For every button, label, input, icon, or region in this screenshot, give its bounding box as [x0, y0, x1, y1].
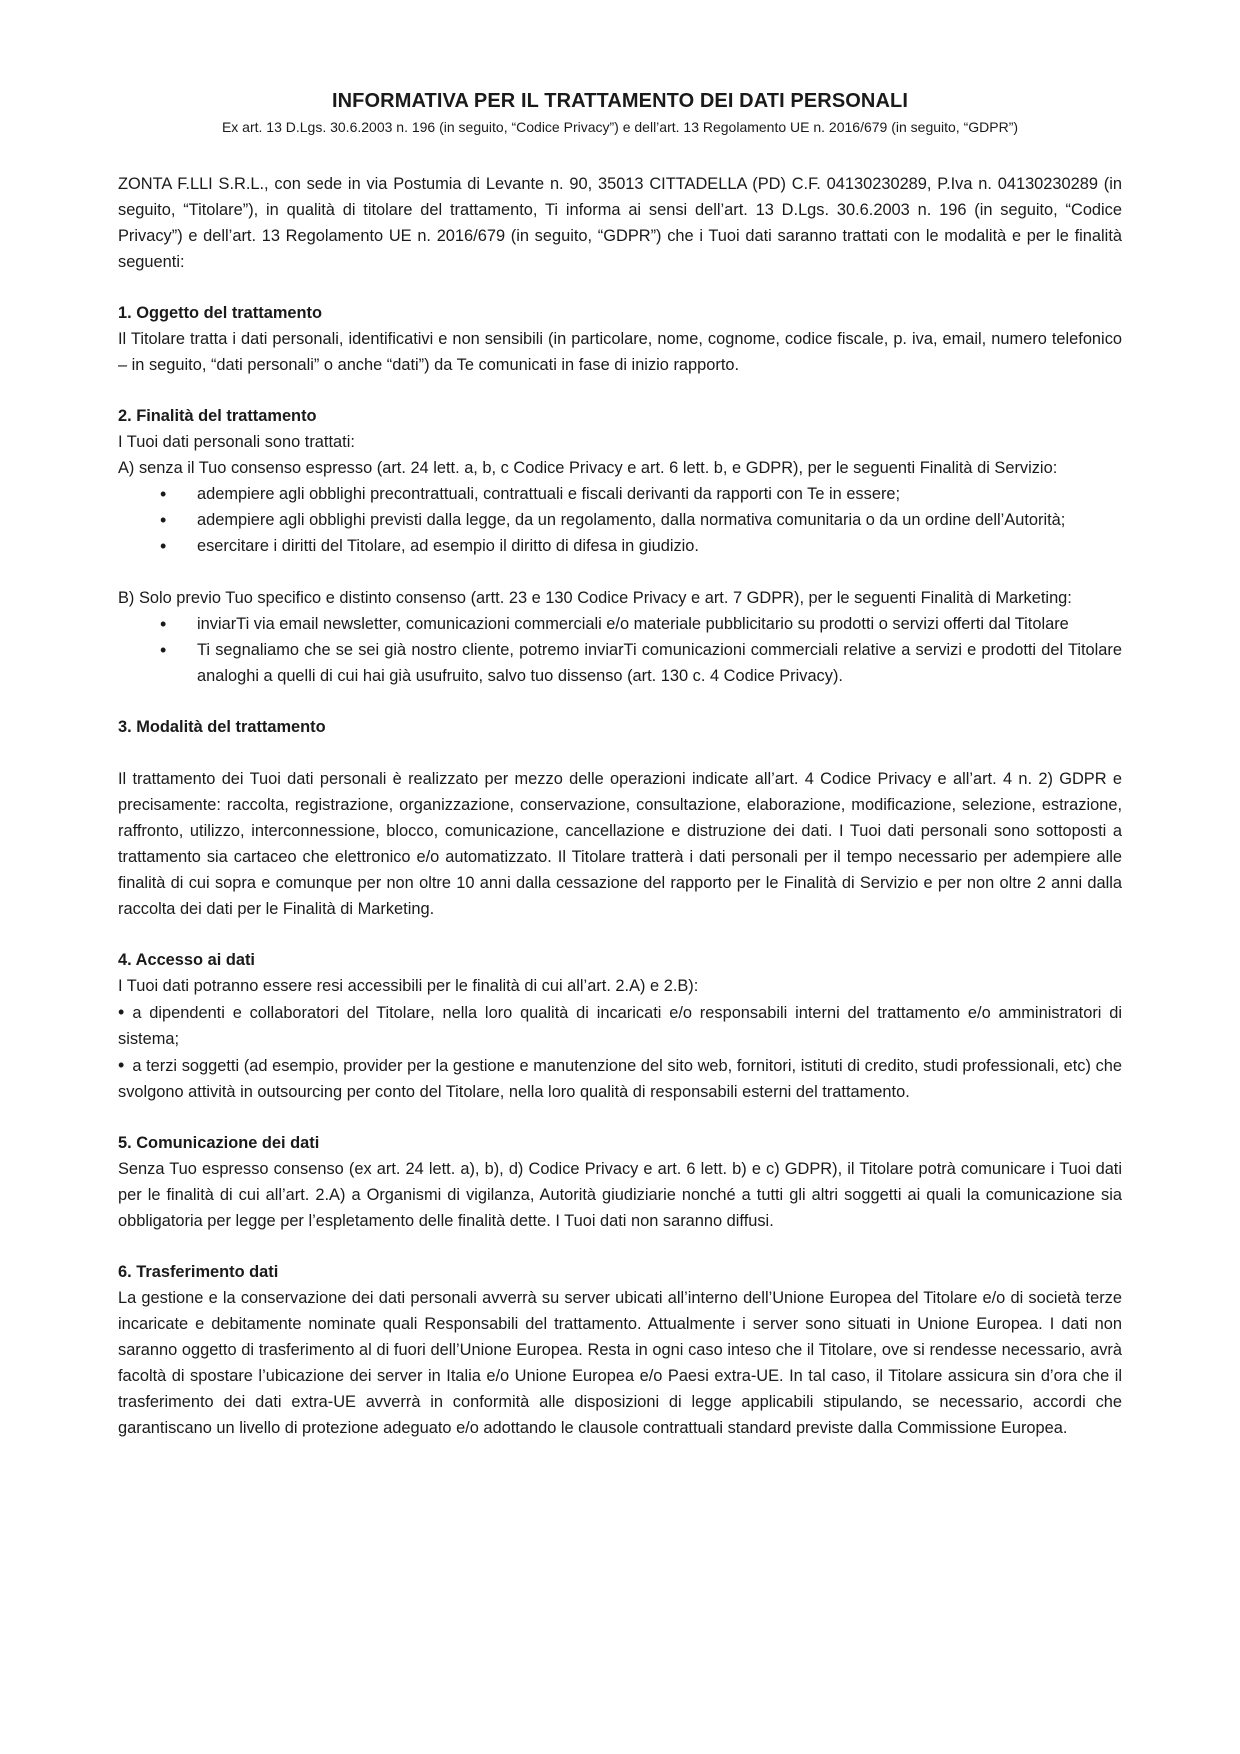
intro-paragraph: ZONTA F.LLI S.R.L., con sede in via Postumia di Levante n. 90, 35013 CITTADELLA (PD) C.F. 04130230289, P.Iva n. 04130230289 (in seguito, “Titolare”), in qualità di titolare del trattamento, Ti informa ai sensi dell’art. 13 D.Lgs. 30.6.2003 n. 196 (in seguito, “Codice Privacy”) e dell’art. 13 Regolamento UE n. 2016/679 (in seguito, “GDPR”) che i Tuoi dati saranno trattati con le modalità e per le finalità seguenti: — [118, 175, 1122, 271]
bullet-icon: • — [160, 510, 167, 530]
list-item: • esercitare i diritti del Titolare, ad esempio il diritto di difesa in giudizio. — [160, 533, 1122, 559]
finalita-a-list — [118, 481, 1122, 559]
bullet-icon: • — [118, 1055, 125, 1075]
section-comunicazione — [118, 1130, 1122, 1234]
spacer — [118, 559, 1122, 585]
document-title: INFORMATIVA PER IL TRATTAMENTO DEI DATI PERSONALI — [331, 90, 908, 112]
section-heading: 1. Oggetto del trattamento — [118, 304, 322, 322]
section-lead: I Tuoi dati potranno essere resi accessibili per le finalità di cui all’art. 2.A) e 2.B): — [118, 977, 699, 995]
section-text: Senza Tuo espresso consenso (ex art. 24 lett. a), b), d) Codice Privacy e art. 6 lett. b) e c) GDPR), il Titolare potrà comunicare i Tuoi dati per le finalità di cui all’art. 2.A) a Organismi di vigilanza, Autorità giudiziarie nonché a tutti gli altri soggetti ai quali la comunicazione sia obbligatoria per legge per l’espletamento delle finalità dette. I Tuoi dati non saranno diffusi. — [118, 1160, 1122, 1230]
list-item: • a dipendenti e collaboratori del Titolare, nella loro qualità di incaricati e/o responsabili interni del trattamento e/o amministratori di sistema; — [118, 1002, 1122, 1048]
section-accesso — [118, 947, 1122, 1105]
bullet-icon: • — [160, 484, 167, 504]
section-text: Il trattamento dei Tuoi dati personali è realizzato per mezzo delle operazioni indicate all’art. 4 Codice Privacy e all’art. 4 n. 2) GDPR e precisamente: raccolta, registrazione, organizzazione, conservazione, consultazione, elaborazione, modificazione, selezione, estrazione, raffronto, utilizzo, interconnessione, blocco, comunicazione, cancellazione e distruzione dei dati. I Tuoi dati personali sono sottoposti a trattamento sia cartaceo che elettronico e/o automatizzato. Il Titolare tratterà i dati personali per il tempo necessario per adempiere alle finalità di cui sopra e comunque per non oltre 10 anni dalla cessazione del rapporto per le Finalità di Servizio e per non oltre 2 anni dalla raccolta dei dati per le Finalità di Marketing. — [118, 770, 1122, 918]
section-trasferimento — [118, 1259, 1122, 1441]
finalita-a-text: A) senza il Tuo consenso espresso (art. 24 lett. a, b, c Codice Privacy e art. 6 lett. b, e GDPR), per le seguenti Finalità di Servizio: — [118, 459, 1058, 477]
list-item: • a terzi soggetti (ad esempio, provider per la gestione e manutenzione del sito web, fornitori, istituti di credito, studi professionali, etc) che svolgono attività in outsourcing per conto del Titolare, nella loro qualità di responsabili esterni del trattamento. — [118, 1055, 1122, 1101]
finalita-b-text: B) Solo previo Tuo specifico e distinto consenso (artt. 23 e 130 Codice Privacy e art. 7 GDPR), per le seguenti Finalità di Marketing: — [118, 589, 1072, 607]
bullet-icon: • — [160, 536, 167, 556]
section-finalita — [118, 403, 1122, 689]
section-heading: 6. Trasferimento dati — [118, 1263, 279, 1281]
bullet-icon: • — [160, 614, 167, 634]
list-item: • adempiere agli obblighi precontrattuali, contrattuali e fiscali derivanti da rapporti con Te in essere; — [160, 481, 1122, 507]
bullet-icon: • — [118, 1002, 125, 1022]
section-heading: 4. Accesso ai dati — [118, 951, 255, 969]
list-item: • adempiere agli obblighi previsti dalla legge, da un regolamento, dalla normativa comunitaria o da un ordine dell’Autorità; — [160, 507, 1122, 533]
document-subtitle: Ex art. 13 D.Lgs. 30.6.2003 n. 196 (in seguito, “Codice Privacy”) e dell’art. 13 Regolamento UE n. 2016/679 (in seguito, “GDPR”) — [221, 119, 1019, 135]
list-item: • inviarTi via email newsletter, comunicazioni commerciali e/o materiale pubblicitario su prodotti o servizi offerti dal Titolare — [160, 611, 1122, 637]
section-text: La gestione e la conservazione dei dati personali avverrà su server ubicati all’interno dell’Unione Europea del Titolare e/o di società terze incaricate e debitamente nominate quali Responsabili del trattamento. Attualmente i server sono situati in Unione Europea. I dati non saranno oggetto di trasferimento al di fuori dell’Unione Europea. Resta in ogni caso inteso che il Titolare, ove si rendesse necessario, avrà facoltà di spostare l’ubicazione dei server in Italia e/o Unione Europea e/o Paesi extra-UE. In tal caso, il Titolare assicura sin d’ora che il trasferimento dei dati extra-UE avverrà in conformità alle disposizioni di legge applicabili stipulando, se necessario, accordi che garantiscano un livello di protezione adeguato e/o adottando le clausole contrattuali standard previste dalla Commissione Europea. — [118, 1289, 1122, 1437]
finalita-b-list — [118, 611, 1122, 689]
section-text: Il Titolare tratta i dati personali, identificativi e non sensibili (in particolare, nome, cognome, codice fiscale, p. iva, email, numero telefonico – in seguito, “dati personali” o anche “dati”) da Te comunicati in fase di inizio rapporto. — [118, 330, 1122, 374]
section-heading: 3. Modalità del trattamento — [118, 718, 326, 736]
section-oggetto — [118, 300, 1122, 378]
list-item: • Ti segnaliamo che se sei già nostro cliente, potremo inviarTi comunicazioni commerciali relative a servizi e prodotti del Titolare analoghi a quelli di cui hai già usufruito, salvo tuo dissenso (art. 130 c. 4 Codice Privacy). — [160, 637, 1122, 689]
spacer — [118, 740, 1122, 766]
section-heading: 2. Finalità del trattamento — [118, 407, 317, 425]
bullet-icon: • — [160, 640, 167, 660]
section-heading: 5. Comunicazione dei dati — [118, 1134, 320, 1152]
section-lead: I Tuoi dati personali sono trattati: — [118, 433, 355, 451]
section-modalita — [118, 714, 1122, 922]
